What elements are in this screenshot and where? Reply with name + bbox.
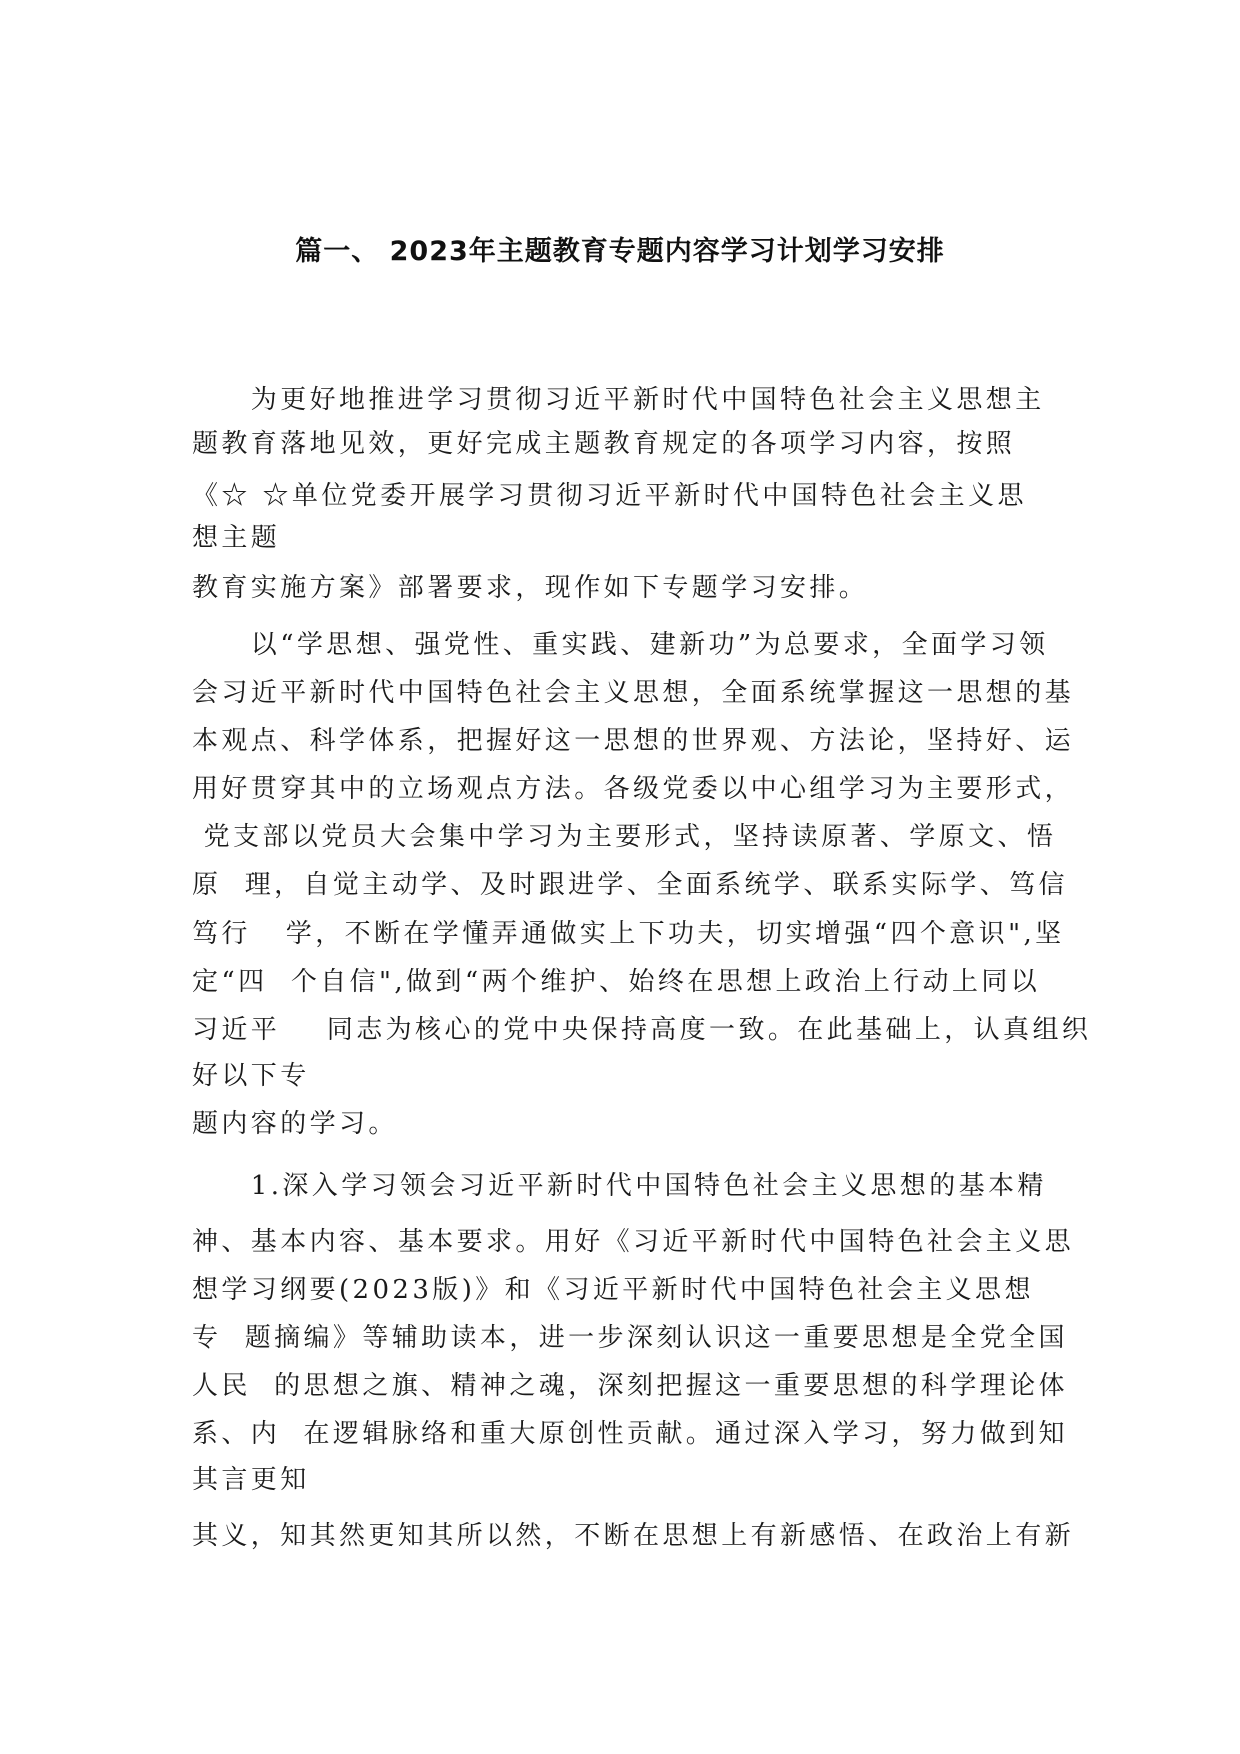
document-title: 篇一、 2023年主题教育专题内容学习计划学习安排	[295, 236, 945, 267]
paragraph-line: 人民 的思想之旗、精神之魂，深刻把握这一重要思想的科学理论体	[192, 1371, 1068, 1401]
paragraph-line: 《☆ ☆单位党委开展学习贯彻习近平新时代中国特色社会主义思	[192, 481, 1027, 511]
paragraph-line: 神、基本内容、基本要求。用好《习近平新时代中国特色社会主义思	[192, 1227, 1075, 1257]
paragraph-line: 会习近平新时代中国特色社会主义思想，全面系统掌握这一思想的基	[192, 678, 1075, 708]
paragraph-line: 笃行 学，不断在学懂弄通做实上下功夫，切实增强“四个意识",坚	[192, 919, 1065, 949]
paragraph-line: 题内容的学习。	[192, 1109, 398, 1139]
paragraph-line: 党支部以党员大会集中学习为主要形式，坚持读原著、学原文、悟	[192, 822, 1057, 852]
paragraph-line: 专 题摘编》等辅助读本，进一步深刻认识这一重要思想是全党全国	[192, 1323, 1068, 1353]
paragraph-line: 想学习纲要(2023版)》和《习近平新时代中国特色社会主义思想	[192, 1275, 1034, 1305]
paragraph-line: 习近平 同志为核心的党中央保持高度一致。在此基础上，认真组织	[192, 1015, 1092, 1045]
paragraph-line: 本观点、科学体系，把握好这一思想的世界观、方法论，坚持好、运	[192, 726, 1075, 756]
paragraph-line: 题教育落地见效，更好完成主题教育规定的各项学习内容，按照	[192, 429, 1016, 459]
paragraph-line: 定“四 个自信",做到“两个维护、始终在思想上政治上行动上同以	[192, 967, 1041, 997]
paragraph-line: 好以下专	[192, 1061, 310, 1091]
paragraph-line: 用好贯穿其中的立场观点方法。各级党委以中心组学习为主要形式，	[192, 774, 1075, 804]
paragraph-line: 想主题	[192, 523, 281, 553]
paragraph-line: 系、内 在逻辑脉络和重大原创性贡献。通过深入学习，努力做到知	[192, 1419, 1068, 1449]
paragraph-line: 其义，知其然更知其所以然，不断在思想上有新感悟、在政治上有新	[192, 1521, 1075, 1551]
paragraph-line: 其言更知	[192, 1465, 310, 1495]
paragraph-line: 原 理，自觉主动学、及时跟进学、全面系统学、联系实际学、笃信	[192, 870, 1068, 900]
paragraph-line: 教育实施方案》部署要求，现作如下专题学习安排。	[192, 573, 869, 603]
paragraph-line: 1.深入学习领会习近平新时代中国特色社会主义思想的基本精	[192, 1171, 1047, 1201]
paragraph-line: 为更好地推进学习贯彻习近平新时代中国特色社会主义思想主	[192, 385, 1045, 415]
paragraph-line: 以“学思想、强党性、重实践、建新功”为总要求，全面学习领	[192, 630, 1049, 660]
